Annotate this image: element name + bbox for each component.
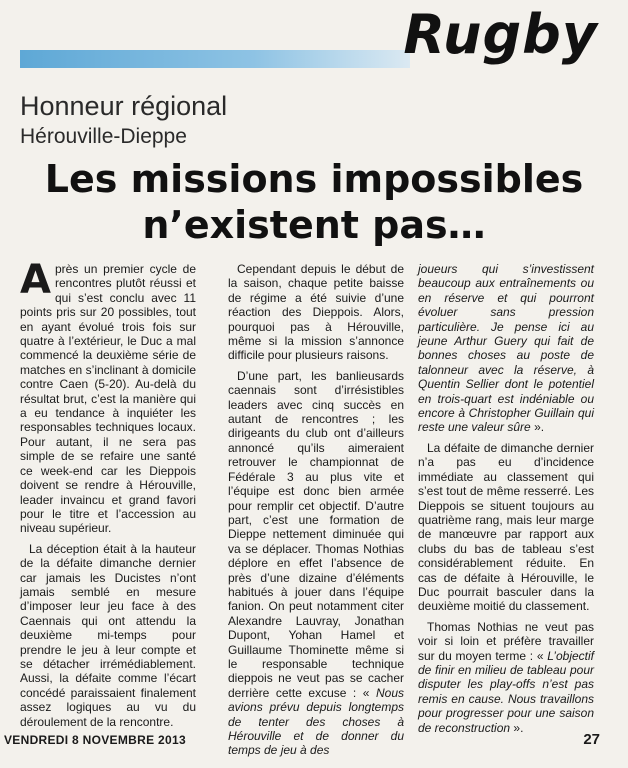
section-color-band xyxy=(20,50,410,68)
quote-end: ». xyxy=(510,720,524,735)
paragraph xyxy=(20,257,196,536)
paragraph xyxy=(418,262,594,435)
paragraph-text: D’une part, les banlieusards caennais sont d’irrésistibles leaders avec cinq succès en autant de rencontres ; les dirigeants du club ont d’ailleurs annoncé qu’ils aimeraient retrouver le championnat de Fédérale 3 au plus vite et l’équipe est donc bien armée pour remplir cet objectif. D’autre part, c’est une formation de Dieppe nettement diminuée qui va se déplacer. Thomas Nothias déplore en effet l’absence de près d’une dizaine d’éléments habitués à jouer dans l’équipe fanion. On peut notamment citer Alexandre Lauvray, Jonathan Dupont, Yohan Hamel et Guillaume Thominette même si le responsable technique dieppois ne veut pas se cacher derrière cette excuse : « xyxy=(228,368,404,700)
page-number: 27 xyxy=(583,731,600,748)
paragraph-text: près un premier cycle de rencontres plutôt réussi et qui s’est conclu avec 11 points pris sur 20 possibles, tout en ayant évolué trois fois sur quatre à l’extérieur, le Duc a mal commencé la deuxième série de matches en s’inclinant à domicile contre Caen (5-20). Au-delà du résultat brut, c’est la manière qui a eu tendance à inquiéter les responsables techniques locaux. Pour autant, il ne sera pas simple de se refaire une santé ce week-end car les Dieppois doivent se rendre à Hérouville, leader invaincu et grand favori pour le titre et l’accession au niveau supérieur. xyxy=(20,262,196,536)
headline-line-1: Les missions impossibles xyxy=(44,157,584,201)
paragraph-text: Thomas Nothias ne veut pas voir si loin et préfère travailler sur du moyen terme : « xyxy=(418,619,594,663)
kicker: Honneur régional xyxy=(20,91,228,121)
headline xyxy=(20,156,608,248)
drop-cap: A xyxy=(20,257,51,303)
match-subkicker: Hérouville-Dieppe xyxy=(20,125,187,148)
paragraph: La défaite de dimanche dernier n’a pas eu d’incidence immédiate au classement qui s’est tout de même resserré. Les Dieppois se situent toujours au quatrième rang, mais leur marge de manœuvre par rapport aux clubs du bas de tableau s’est considérablement réduite. En cas de défaite à Hérouville, le Duc pourrait basculer dans la deuxième moitié du classement. xyxy=(418,440,594,614)
article-column-1 xyxy=(20,257,196,729)
article-column-3 xyxy=(418,262,594,735)
quote-text: joueurs qui s’investissent beaucoup aux entraînements ou en réserve et qui pourront évoluer sans pression particulière. Je pense ici au jeune Arthur Guery qui fait de bonnes choses au poste de talonneur avec la réserve, à Quentin Sellier dont le potentiel en trois-quart est indéniable ou encore à Christopher Guillain qui reste une valeur sûre xyxy=(418,262,594,435)
quote-end: ». xyxy=(530,420,545,435)
paragraph xyxy=(228,369,404,758)
paragraph: Cependant depuis le début de la saison, chaque petite baisse de régime a été suivie d’une réaction des Dieppois. Alors, pourquoi pas à Hérouville, même si la mission s’annonce difficile pour plusieurs raisons. xyxy=(228,262,404,363)
paragraph xyxy=(418,620,594,735)
quote-text: L’objectif de finir en milieu de tableau pour disputer les play-offs n’est pas remis en cause. Nous travaillons pour progresser pour une saison de reconstruction xyxy=(418,648,594,735)
headline-line-2: n’existent pas… xyxy=(142,203,486,247)
section-title: Rugby xyxy=(403,3,598,66)
article-column-2 xyxy=(228,262,404,758)
paragraph: La déception était à la hauteur de la défaite dimanche dernier car jamais les Ducistes n’ont jamais semblé en mesure d’imposer leur jeu face à des Caennais qui ont attendu la deuxième mi-temps pour prendre le jeu à leur compte et se détacher irrémédiablement. Aussi, la défaite comme l’écart concédé paraissaient finalement assez logiques au vu du déroulement de la rencontre. xyxy=(20,541,196,729)
quote-text: Nous avions prévu depuis longtemps de tenter des choses à Hérouville et de donner du temps de jeu à des xyxy=(228,685,404,758)
footer-date: VENDREDI 8 NOVEMBRE 2013 xyxy=(4,733,186,747)
